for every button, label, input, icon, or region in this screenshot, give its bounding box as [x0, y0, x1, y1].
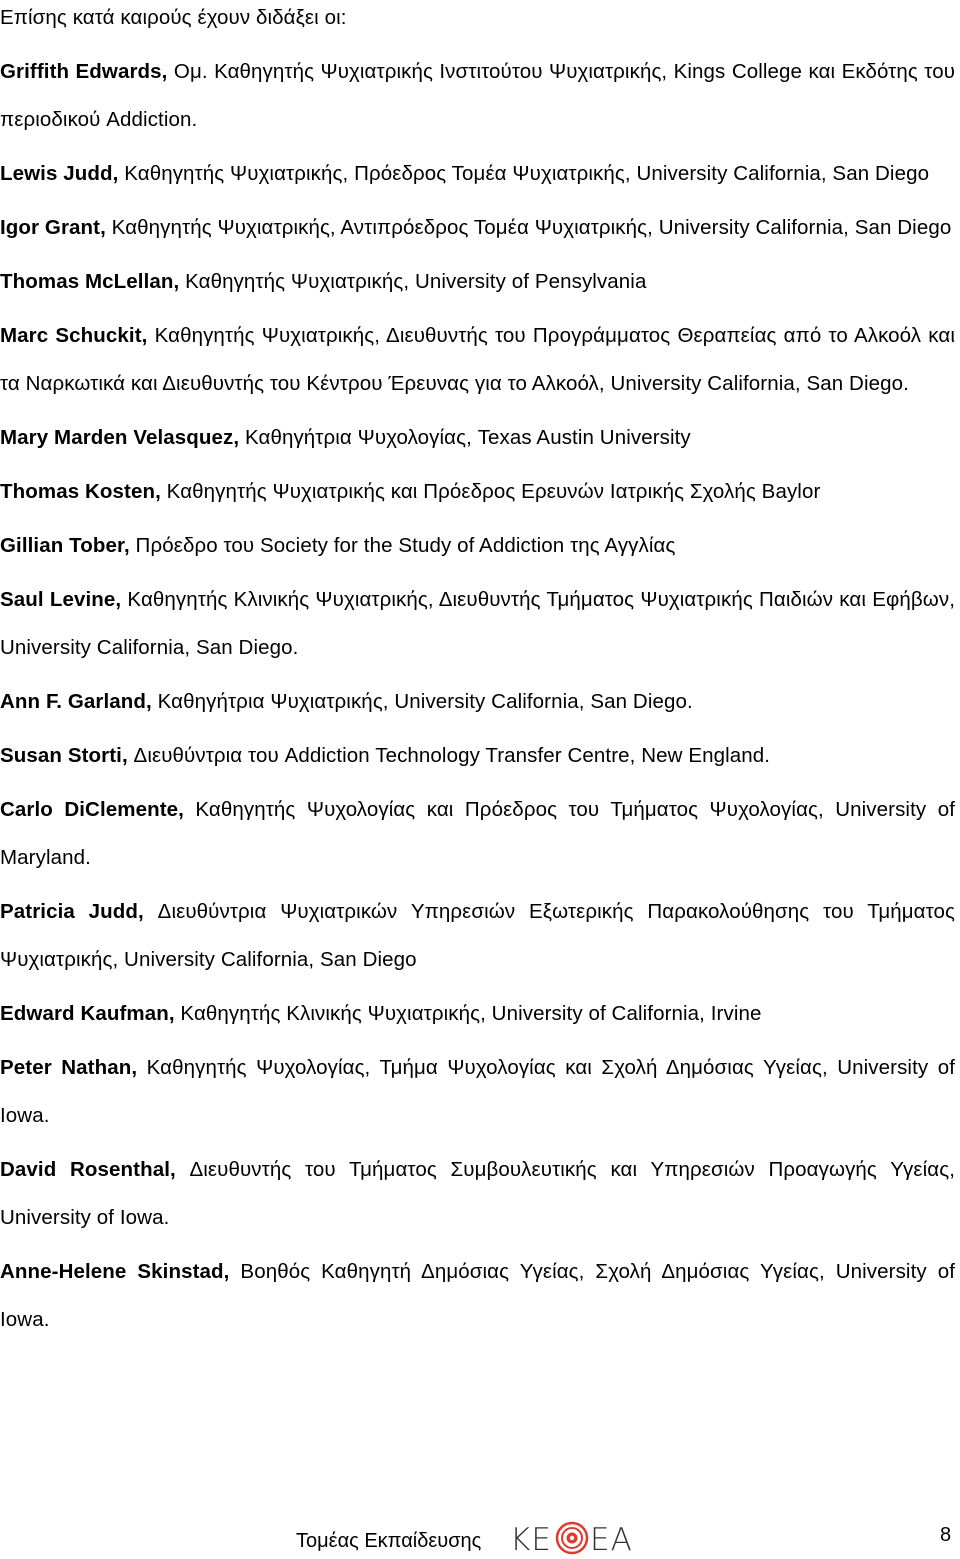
- logo-emblem-icon: [557, 1523, 587, 1553]
- faculty-entry: [0, 414, 955, 462]
- faculty-name: Gillian Tober,: [0, 534, 130, 557]
- faculty-entry: [0, 678, 955, 726]
- faculty-name: Griffith Edwards,: [0, 60, 168, 83]
- faculty-name: Susan Storti,: [0, 744, 128, 767]
- faculty-description: Πρόεδρο του Society for the Study of Addiction της Αγγλίας: [129, 534, 676, 557]
- faculty-name: Igor Grant,: [0, 216, 106, 239]
- faculty-entry: [0, 48, 955, 144]
- faculty-description: Καθηγητής Ψυχιατρικής, Διευθυντής του Προγράμματος Θεραπείας από το Αλκοόλ και τα Ναρκωτικά και Διευθυντής του Κέντρου Έρευνας για το Αλκοόλ, University California, San Diego.: [0, 324, 955, 395]
- faculty-entry: [0, 258, 955, 306]
- faculty-description: Καθηγητής Ψυχιατρικής, Αντιπρόεδρος Τομέα Ψυχιατρικής, University California, San Diego: [105, 216, 952, 239]
- faculty-description: Καθηγήτρια Ψυχιατρικής, University California, San Diego.: [151, 690, 693, 713]
- faculty-description: Διευθυντής του Τμήματος Συμβουλευτικής και Υπηρεσιών Προαγωγής Υγείας, University of Iowa.: [0, 1158, 955, 1229]
- faculty-description: Καθηγητής Ψυχιατρικής, University of Pensylvania: [179, 270, 647, 293]
- faculty-name: Edward Kaufman,: [0, 1002, 175, 1025]
- faculty-description: Καθηγητής Ψυχολογίας και Πρόεδρος του Τμήματος Ψυχολογίας, University of Maryland.: [0, 798, 955, 869]
- intro-text: Επίσης κατά καιρούς έχουν διδάξει οι:: [0, 6, 347, 29]
- faculty-name: Thomas McLellan,: [0, 270, 180, 293]
- faculty-entry: [0, 150, 955, 198]
- faculty-entry: [0, 1248, 955, 1344]
- faculty-description: Καθηγήτρια Ψυχολογίας, Texas Austin University: [239, 426, 691, 449]
- faculty-entry: [0, 990, 955, 1038]
- faculty-name: Patricia Judd,: [0, 900, 144, 923]
- faculty-description: Καθηγητής Ψυχιατρικής και Πρόεδρος Ερευνών Ιατρικής Σχολής Baylor: [160, 480, 821, 503]
- faculty-entry: [0, 204, 955, 252]
- logo-text-left: KE: [510, 1522, 552, 1556]
- faculty-entry: [0, 1044, 955, 1140]
- faculty-description: Καθηγητής Ψυχιατρικής, Πρόεδρος Τομέα Ψυχιατρικής, University California, San Diego: [118, 162, 930, 185]
- faculty-name: Lewis Judd,: [0, 162, 119, 185]
- faculty-list: [0, 48, 955, 1344]
- kethea-logo: [510, 1520, 634, 1556]
- faculty-description: Διευθύντρια Ψυχιατρικών Υπηρεσιών Εξωτερικής Παρακολούθησης του Τμήματος Ψυχιατρικής, University California, San Diego: [0, 900, 955, 971]
- faculty-entry: [0, 312, 955, 408]
- faculty-entry: [0, 1146, 955, 1242]
- faculty-description: Καθηγητής Ψυχολογίας, Τμήμα Ψυχολογίας και Σχολή Δημόσιας Υγείας, University of Iowa.: [0, 1056, 955, 1127]
- faculty-name: David Rosenthal,: [0, 1158, 176, 1181]
- faculty-entry: [0, 522, 955, 570]
- faculty-entry: [0, 732, 955, 780]
- faculty-entry: [0, 888, 955, 984]
- faculty-name: Mary Marden Velasquez,: [0, 426, 240, 449]
- faculty-entry: [0, 468, 955, 516]
- faculty-name: Thomas Kosten,: [0, 480, 161, 503]
- faculty-description: Καθηγητής Κλινικής Ψυχιατρικής, University of California, Irvine: [174, 1002, 762, 1025]
- faculty-name: Peter Nathan,: [0, 1056, 138, 1079]
- faculty-name: Marc Schuckit,: [0, 324, 148, 347]
- faculty-description: Καθηγητής Κλινικής Ψυχιατρικής, Διευθυντής Τμήματος Ψυχιατρικής Παιδιών και Εφήβων, University California, San Diego.: [0, 588, 956, 659]
- faculty-description: Διευθύντρια του Addiction Technology Transfer Centre, New England.: [127, 744, 771, 767]
- faculty-entry: [0, 786, 955, 882]
- faculty-entry: [0, 576, 955, 672]
- faculty-description: Ομ. Καθηγητής Ψυχιατρικής Ινστιτούτου Ψυχιατρικής, Kings College και Εκδότης του περιοδικού Addiction.: [0, 60, 955, 131]
- page-number: 8: [940, 1524, 952, 1546]
- faculty-name: Saul Levine,: [0, 588, 122, 611]
- footer-label: Τομέας Εκπαίδευσης: [296, 1530, 482, 1552]
- faculty-name: Anne-Helene Skinstad,: [0, 1260, 230, 1283]
- faculty-name: Ann F. Garland,: [0, 690, 152, 713]
- logo-text-right: EA: [590, 1522, 633, 1556]
- faculty-description: Βοηθός Καθηγητή Δημόσιας Υγείας, Σχολή Δημόσιας Υγείας, University of Iowa.: [0, 1260, 955, 1331]
- faculty-name: Carlo DiClemente,: [0, 798, 184, 821]
- page-footer: [0, 1518, 960, 1558]
